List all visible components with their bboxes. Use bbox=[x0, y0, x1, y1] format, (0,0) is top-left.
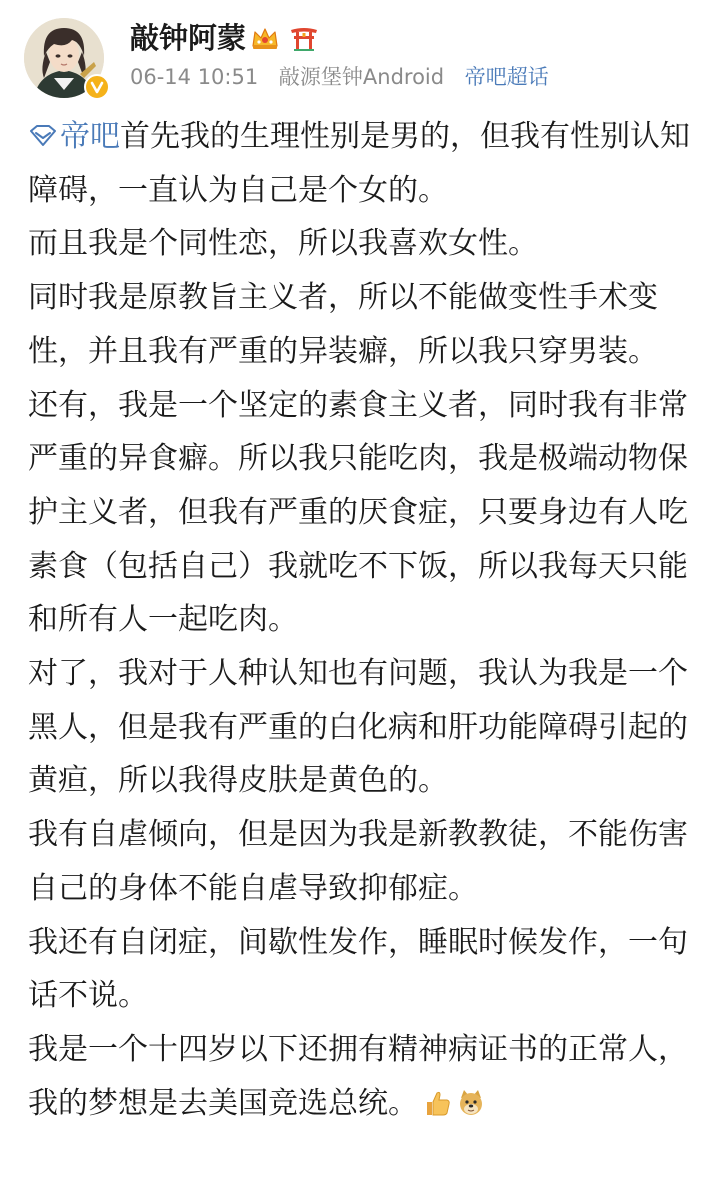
paragraph-2: 而且我是个同性恋，所以我喜欢女性。 bbox=[28, 226, 538, 262]
doge-emoji-icon bbox=[456, 1082, 486, 1112]
thumbs-up-emoji-icon bbox=[422, 1082, 452, 1112]
paragraph-4: 还有，我是一个坚定的素食主义者，同时我有非常严重的异食癖。所以我只能吃肉，我是极端动物保护主义者，但我有严重的厌食症，只要身边有人吃素食（包括自己）我就吃不下饭，所以我每天只能和所有人一起吃肉。 bbox=[28, 387, 688, 638]
post-source: 敲源堡钟Android bbox=[278, 65, 445, 89]
topic-tag-label[interactable]: 帝吧 bbox=[60, 119, 120, 154]
author-name[interactable]: 敲钟阿蒙 bbox=[130, 21, 247, 55]
post-meta bbox=[130, 62, 563, 92]
paragraph-8 bbox=[28, 1023, 696, 1130]
supertopic-link[interactable]: 帝吧超话 bbox=[464, 65, 549, 89]
verified-badge-icon bbox=[84, 74, 110, 100]
post-body bbox=[28, 110, 696, 1130]
paragraph-8-text: 我是一个十四岁以下还拥有精神病证书的正常人，我的梦想是去美国竞选总统。 bbox=[28, 1031, 688, 1121]
author-badges bbox=[250, 24, 323, 54]
diamond-topic-icon bbox=[28, 124, 58, 148]
post-header bbox=[24, 16, 692, 100]
paragraph-1-text: 首先我的生理性别是男的，但我有性别认知障碍，一直认为自己是个女的。 bbox=[28, 119, 690, 208]
post-time: 06-14 10:51 bbox=[130, 65, 259, 89]
paragraph-1 bbox=[28, 110, 696, 217]
paragraph-5: 对了，我对于人种认知也有问题，我认为我是一个黑人，但是我有严重的白化病和肝功能障碍引起的黄疸，所以我得皮肤是黄色的。 bbox=[28, 656, 688, 799]
paragraph-6: 我有自虐倾向，但是因为我是新教教徒，不能伤害自己的身体不能自虐导致抑郁症。 bbox=[28, 817, 688, 906]
paragraph-3: 同时我是原教旨主义者，所以不能做变性手术变性，并且我有严重的异装癖，所以我只穿男装。 bbox=[28, 280, 658, 369]
torii-gate-badge-icon[interactable] bbox=[289, 24, 319, 52]
topic-tag-link[interactable] bbox=[28, 119, 120, 154]
paragraph-7: 我还有自闭症，间歇性发作，睡眠时候发作，一句话不说。 bbox=[28, 924, 688, 1014]
crown-badge-icon[interactable] bbox=[250, 24, 280, 52]
